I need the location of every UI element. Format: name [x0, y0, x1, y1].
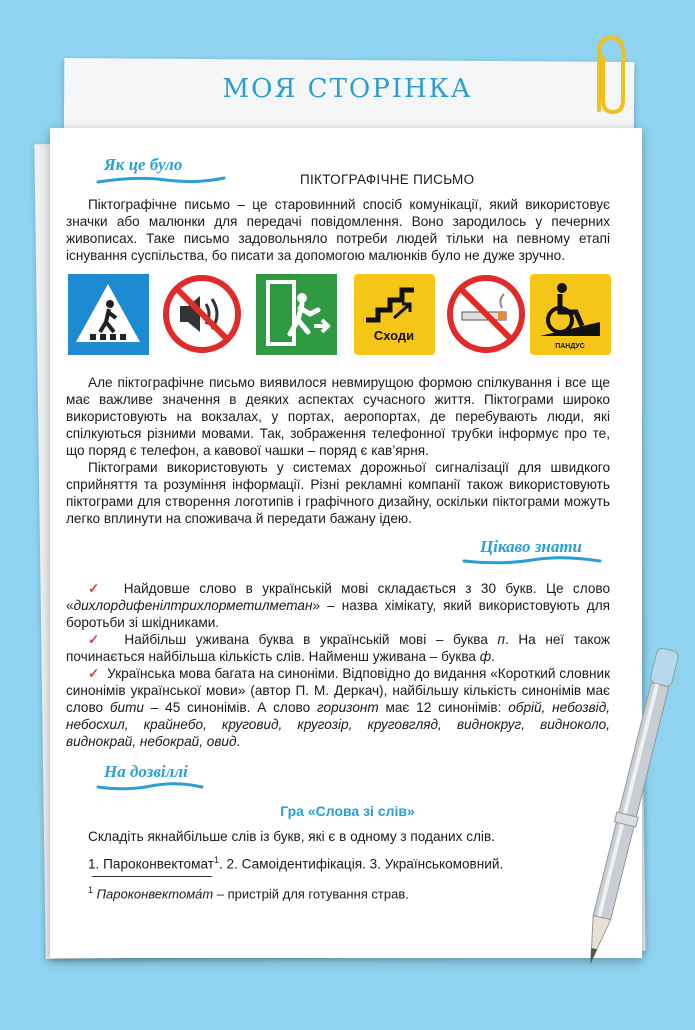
- section-heading-leisure: На дозвіллі: [104, 762, 188, 781]
- footnote-divider: [92, 876, 212, 877]
- history-intro: [66, 196, 610, 264]
- pen-icon: [575, 635, 685, 980]
- game-task: [66, 828, 610, 845]
- fact-item: ✓ Найбільш уживана буква в українській мові – буква п. На неї також починається найбільша кількість слів. Найменш уживана – буква ф.: [66, 632, 610, 664]
- wave-divider: [462, 555, 602, 567]
- game-title: Гра «Слова зі слів»: [280, 803, 415, 819]
- article-title: ПІКТОГРАФІЧНЕ ПИСЬМО: [300, 172, 475, 187]
- paragraph: Піктографічне письмо – це старовинний спосіб комунікації, який використовує значки або малюнки для передачі повідомлення. Воно зародилось у печерних живописах. Таке письмо задовольняло потреби людей тільки на певному етапі існування суспільства, бо писати за допомогою малюнків було не дуже зручно.: [66, 197, 610, 263]
- wave-divider: [96, 781, 204, 793]
- wheelchair-ramp-icon: [530, 274, 611, 355]
- game-words: [66, 852, 610, 873]
- paperclip-icon: [585, 30, 635, 120]
- history-body: [66, 374, 610, 527]
- check-icon: ✓: [88, 581, 105, 596]
- task-text: Складіть якнайбільше слів із букв, які є в одному з поданих слів.: [88, 829, 495, 844]
- section-heading-facts: Цікаво знати: [480, 537, 583, 556]
- page-title: МОЯ СТОРІНКА: [222, 74, 473, 104]
- words-list: 1. Пароконвектомат$^1$. 2. Самоідентифікація. 3. Українськомовний.: [88, 855, 504, 872]
- emergency-exit-icon: [256, 274, 337, 355]
- no-sound-icon: [162, 274, 243, 355]
- pictogram-row: [68, 274, 614, 356]
- check-icon: ✓: [88, 632, 106, 647]
- fact-item: ✓ Українська мова багата на синоніми. Відповідно до видання «Короткий словник синонімів української мови» (автор П. М. Деркач), найбільшу кількість синонімів має слово бити – 45 синонімів. А слово горизонт має 12 синонімів: обрій, небозвід, небосхил, крайнебо, круговид, кругозір, круговгляд, виднокруг, видноколо, виднокрай, небокрай, овид.: [66, 666, 611, 749]
- facts-list: [66, 580, 610, 750]
- stairs-sign-icon: [354, 274, 435, 355]
- footnote: $^1$ Пароконвектома́т – пристрій для готування страв.: [88, 885, 409, 902]
- stairs-label: Сходи: [373, 328, 415, 343]
- check-icon: ✓: [88, 666, 100, 681]
- section-heading-history: Як це було: [104, 155, 183, 174]
- no-smoking-icon: [446, 274, 527, 355]
- ramp-label: ПАНДУС: [555, 343, 585, 350]
- fact-item: ✓ Найдовше слово в українській мові складається з 30 букв. Це слово «дихлордифенілтрихлорметилметан» – назва хімікату, який використовують для боротьби зі шкідниками.: [66, 581, 611, 630]
- paragraph: Піктограми використовують у системах дорожньої сигналізації для швидкого сприйняття та розуміння інформації. Різні рекламні компанії також використовують піктограми для створення логотипів і графічного дизайну, оскільки піктограми можуть легко вплинути на споживача й передати бажану ідею.: [66, 460, 610, 526]
- wave-divider: [96, 174, 226, 186]
- paragraph: Але піктографічне письмо виявилося невмирущою формою спілкування і все ще має важливе значення в деяких аспектах сучасного життя. Піктограми широко використовують на вокзалах, у портах, аеропортах, де перебувають люди, які спілкуються різними мовами. Так, зображення телефонної трубки інформує про те, що поряд є телефон, а кавової чашки – поряд є кав’ярня.: [66, 375, 610, 458]
- pedestrian-crossing-icon: [68, 274, 149, 355]
